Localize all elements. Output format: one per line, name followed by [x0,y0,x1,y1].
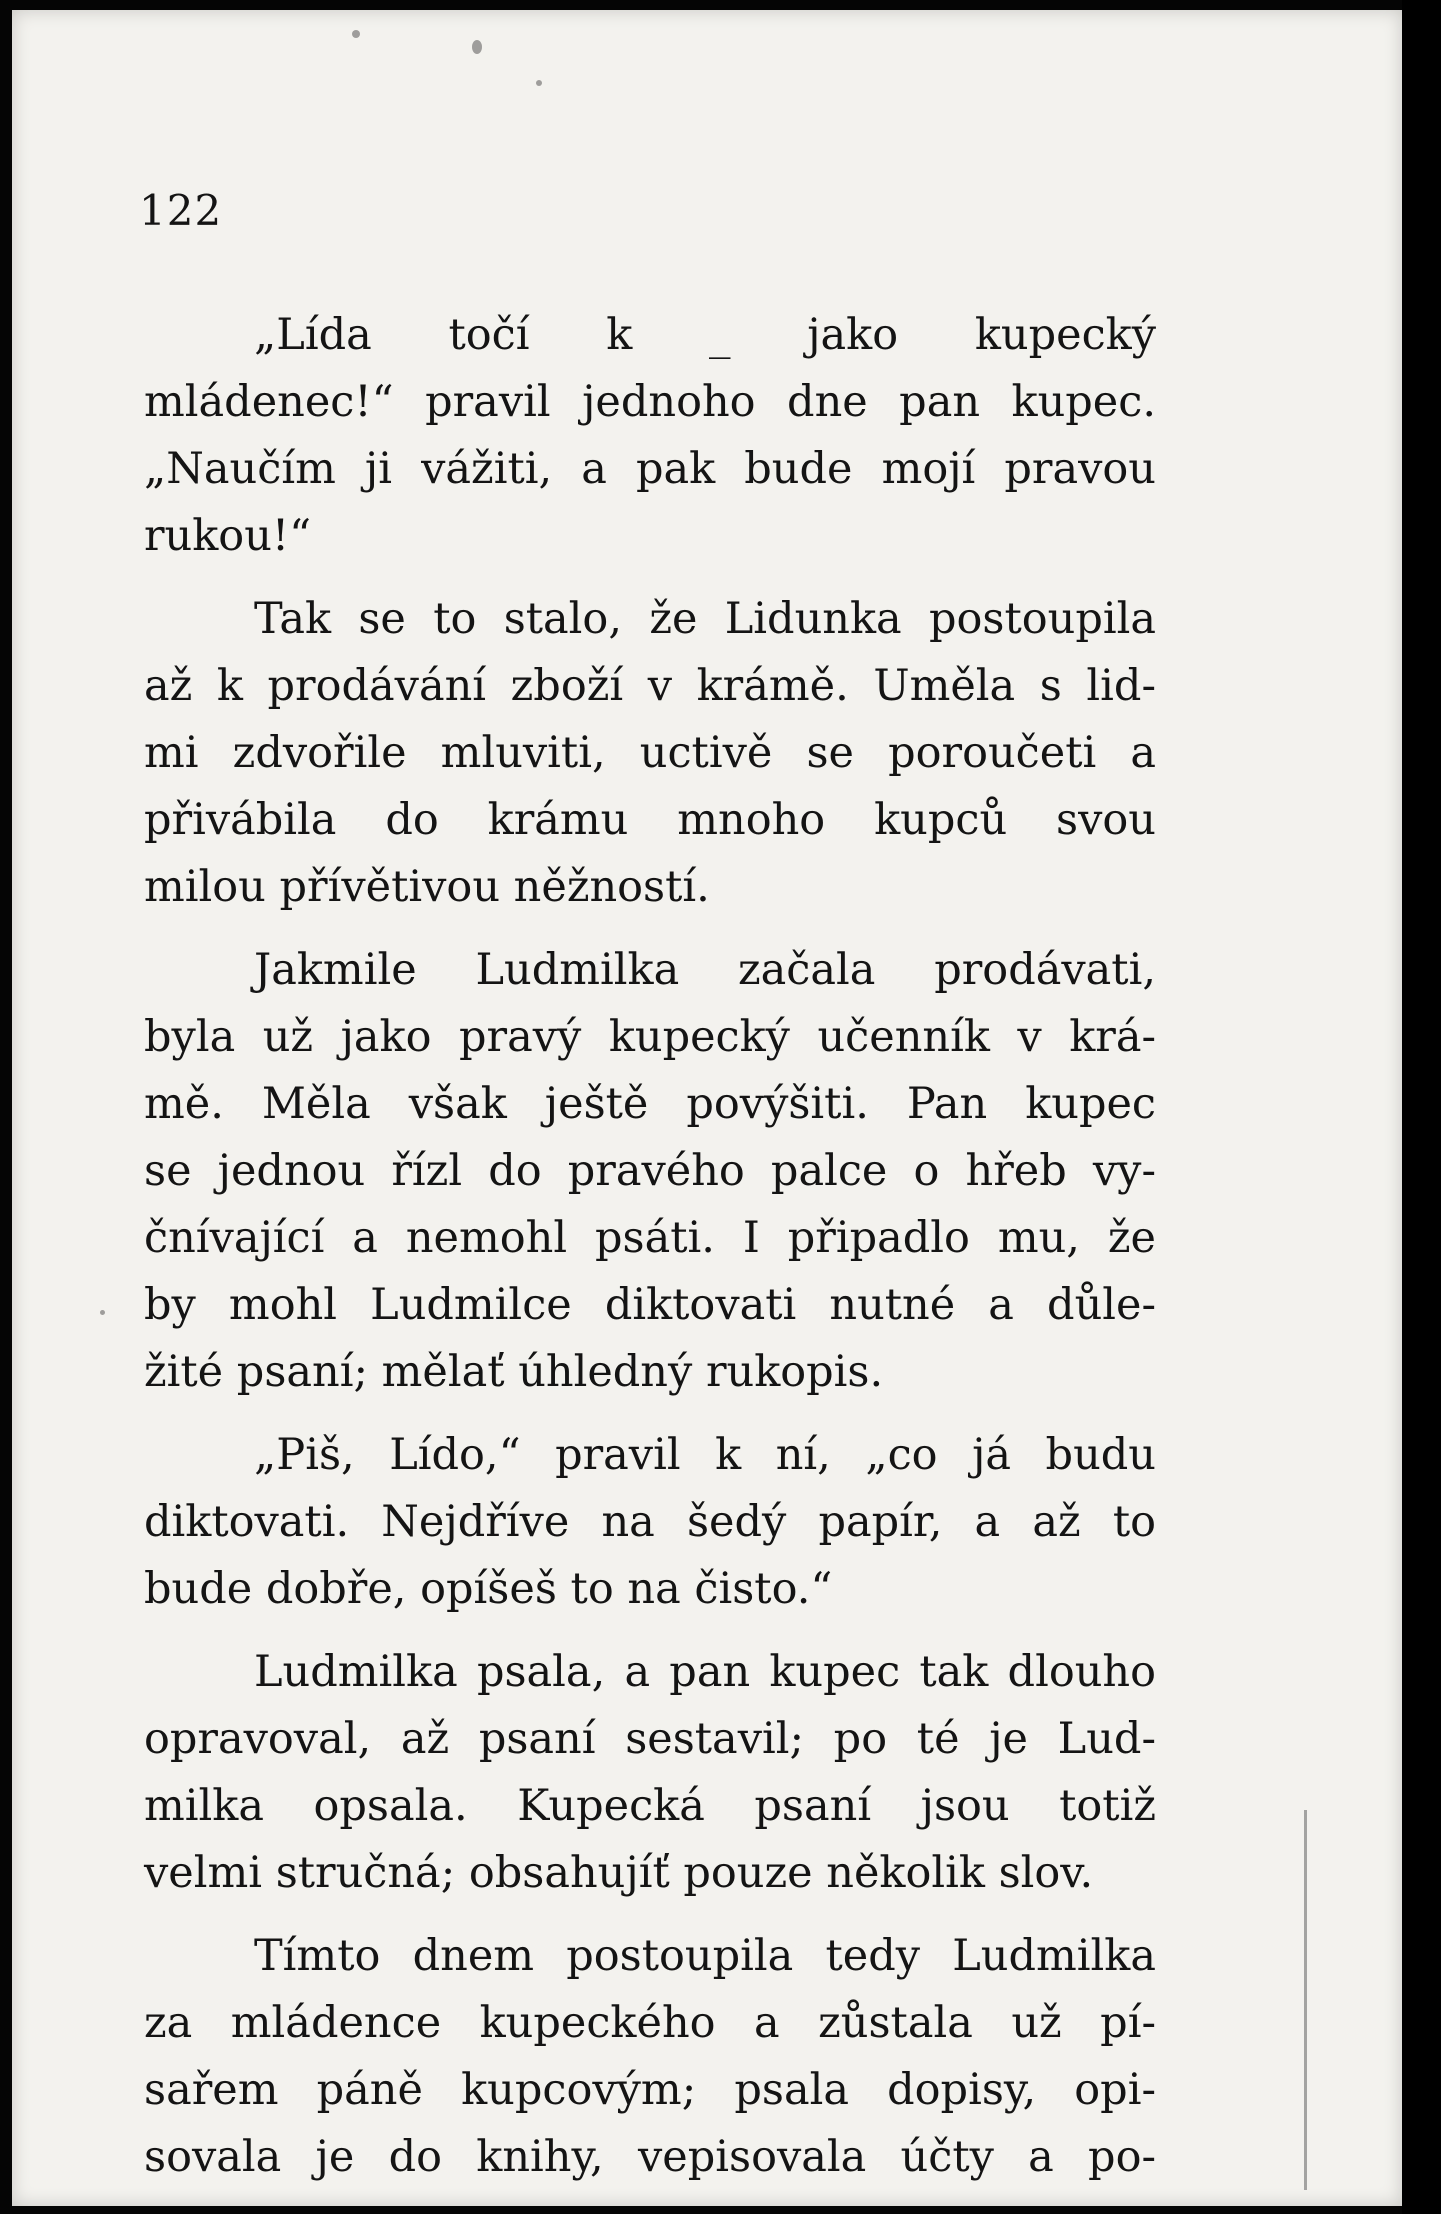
text-line: Tak se to stalo, že Lidunka postoupila [254,594,1156,644]
text-line: milka opsala. Kupecká psaní jsou totiž [144,1781,1156,1831]
text-line: Ludmilka psala, a pan kupec tak dlouho [254,1647,1156,1697]
paragraph [144,302,1156,570]
text-line: „Lída točí k _ jako kupecký [254,310,1156,360]
text-line: diktovati. Nejdříve na šedý papír, a až to [144,1497,1156,1547]
text-line: rukou!“ [144,511,312,561]
ink-speck [536,80,542,86]
page-crease [1304,1810,1307,2190]
text-line: mě. Měla však ještě povýšiti. Pan kupec [144,1079,1156,1129]
text-line: za mládence kupeckého a zůstala už pí- [144,1998,1156,2048]
text-line: až k prodávání zboží v krámě. Uměla s lid- [144,661,1156,711]
text-line: Tímto dnem postoupila tedy Ludmilka [254,1931,1156,1981]
ink-speck [472,40,482,54]
text-line: byla už jako pravý kupecký učenník v krá- [144,1012,1156,1062]
text-line: by mohl Ludmilce diktovati nutné a důle- [144,1280,1156,1330]
text-line: „Naučím ji vážiti, a pak bude mojí pravou [144,444,1156,494]
page-number: 122 [139,186,223,235]
text-line: milou přívětivou něžností. [144,862,710,912]
scan-border [1402,0,1441,2214]
paragraph [144,586,1156,921]
text-line: přivábila do krámu mnoho kupců svou [144,795,1156,845]
text-line: sovala je do knihy, vepisovala účty a po- [144,2132,1156,2182]
text-line: žité psaní; mělať úhledný rukopis. [144,1347,884,1397]
text-line: Jakmile Ludmilka začala prodávati, [254,945,1156,995]
text-line: mi zdvořile mluviti, uctivě se poroučeti a [144,728,1156,778]
paragraph [144,1923,1156,2191]
paragraph [144,937,1156,1406]
ink-speck [100,1310,105,1315]
paper-page [12,10,1402,2206]
text-line: velmi stručná; obsahujíť pouze několik slov. [144,1848,1094,1898]
text-line: bude dobře, opíšeš to na čisto.“ [144,1564,833,1614]
body-text [144,302,1156,2207]
paragraph [144,1639,1156,1907]
text-line: sařem páně kupcovým; psala dopisy, opi- [144,2065,1156,2115]
ink-speck [352,30,360,38]
paragraph [144,1422,1156,1623]
text-line: se jednou řízl do pravého palce o hřeb vy- [144,1146,1156,1196]
text-line: „Piš, Lído,“ pravil k ní, „co já budu [254,1430,1156,1480]
text-line: čnívající a nemohl psáti. I připadlo mu, že [144,1213,1156,1263]
text-line: opravoval, až psaní sestavil; po té je Lud- [144,1714,1156,1764]
text-line: mládenec!“ pravil jednoho dne pan kupec. [144,377,1156,427]
